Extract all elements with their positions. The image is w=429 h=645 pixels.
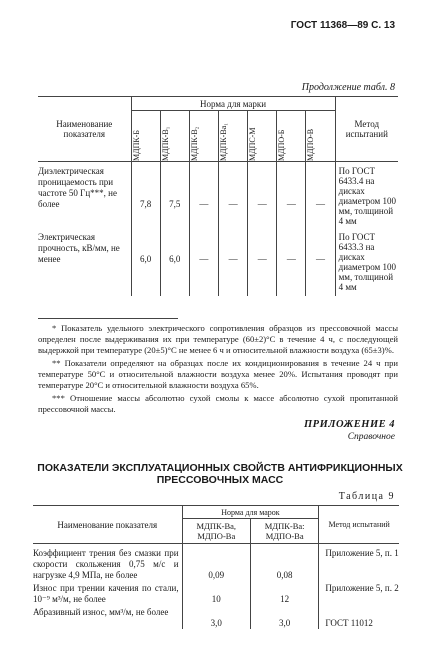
table-row	[33, 605, 399, 629]
row-value: —	[218, 162, 247, 227]
row-value: 0,09	[182, 544, 250, 582]
col-method-header: Метод испытаний	[335, 97, 398, 162]
row-name: Диэлектрическая проницаемость при частоте 50 Гц***, не более	[38, 162, 131, 227]
row-value: 10	[182, 581, 250, 605]
table-row	[33, 544, 399, 582]
row-method: По ГОСТ 6433.3 на дисках диаметром 100 мм, толщиной 4 мм	[335, 226, 398, 296]
table-continued-label: Продолжение табл. 8	[301, 82, 395, 93]
section-title: ПОКАЗАТЕЛИ ЭКСПЛУАТАЦИОННЫХ СВОЙСТВ АНТИФРИКЦИОННЫХ ПРЕССОВОЧНЫХ МАСС	[37, 462, 403, 486]
row-value: —	[248, 226, 277, 296]
row-value: —	[218, 226, 247, 296]
page-header: ГОСТ 11368—89 С. 13	[290, 20, 395, 31]
grade-header: МДПК-Ва₁	[218, 122, 228, 161]
appendix-title: ПРИЛОЖЕНИЕ 4	[304, 419, 395, 430]
grade-header: МДПО-В	[306, 128, 316, 161]
row-value: —	[306, 226, 335, 296]
row-value: —	[248, 162, 277, 227]
row-value: 0,08	[250, 544, 318, 582]
row-method: Приложение 5, п. 1	[319, 544, 399, 582]
row-method: ГОСТ 11012	[319, 605, 399, 629]
row-value: 6,0	[131, 226, 160, 296]
grade-header: МДПО-Б	[277, 129, 287, 161]
table-label: Таблица 9	[338, 491, 395, 502]
row-value: 12	[250, 581, 318, 605]
row-name: Износ при трении качения по стали, 10⁻⁹ м³/м, не более	[33, 581, 182, 605]
row-name: Коэффициент трения без смазки при скорости скольжения 0,75 м/с и нагрузке 4,9 МПа, не более	[33, 544, 182, 582]
row-value: 7,5	[160, 162, 189, 227]
grade-header: МДПК-Б	[131, 130, 141, 161]
footnote: ** Показатели определяют на образцах после их кондиционирования в течение 24 ч при температуре 50°С и относительной влажности воздуха менее 20%. Испытания проводят при температуре 20°С и относительной влажности воздуха 65%.	[38, 358, 398, 390]
col-name-header: Наименование показателя	[38, 97, 131, 162]
row-value: —	[277, 162, 306, 227]
appendix-subtitle: Справочное	[347, 432, 395, 442]
footnote: * Показатель удельного электрического сопротивления образцов из прессовочной массы определен после выдерживания их при температуре (60±2)°С в течение 4 ч, с последующей выдержкой при температуре (20±5)°С не менее 6 ч и относительной влажности воздуха (65±3)%.	[38, 323, 398, 355]
col-group-header: Норма для марок	[182, 506, 319, 519]
grade-header: МДПК-В₂	[189, 126, 199, 161]
row-value: —	[306, 162, 335, 227]
footnote-divider	[38, 318, 178, 319]
grade-header: МДПК-В₁	[160, 126, 170, 161]
row-name: Электрическая прочность, кВ/мм, не менее	[38, 226, 131, 296]
footnotes	[38, 318, 398, 417]
table-8	[38, 96, 398, 296]
col-name-header: Наименование показателя	[33, 506, 182, 544]
table-9	[33, 505, 399, 629]
table-row	[38, 162, 398, 227]
row-value: 3,0	[182, 605, 250, 629]
col-group-header: Норма для марки	[131, 97, 335, 111]
row-value: 7,8	[131, 162, 160, 227]
row-value: —	[189, 162, 218, 227]
footnote: *** Отношение массы абсолютно сухой смолы к массе абсолютно сухой пропитанной прессовочной массы.	[38, 393, 398, 414]
col-method-header: Метод испытаний	[319, 506, 399, 544]
row-method: Приложение 5, п. 2	[319, 581, 399, 605]
appendix-heading	[304, 419, 395, 442]
table-row	[33, 581, 399, 605]
row-method: По ГОСТ 6433.4 на дисках диаметром 100 мм, толщиной 4 мм	[335, 162, 398, 227]
table-row	[38, 226, 398, 296]
grade-header: МДПК-Ва: МДПО-Ва	[250, 519, 318, 544]
row-value: —	[277, 226, 306, 296]
grade-header: МДПК-Ва, МДПО-Ва	[182, 519, 250, 544]
row-name: Абразивный износ, мм³/м, не более	[33, 605, 182, 629]
row-value: 3,0	[250, 605, 318, 629]
grade-header: МДПС-М	[248, 127, 258, 161]
row-value: 6,0	[160, 226, 189, 296]
row-value: —	[189, 226, 218, 296]
